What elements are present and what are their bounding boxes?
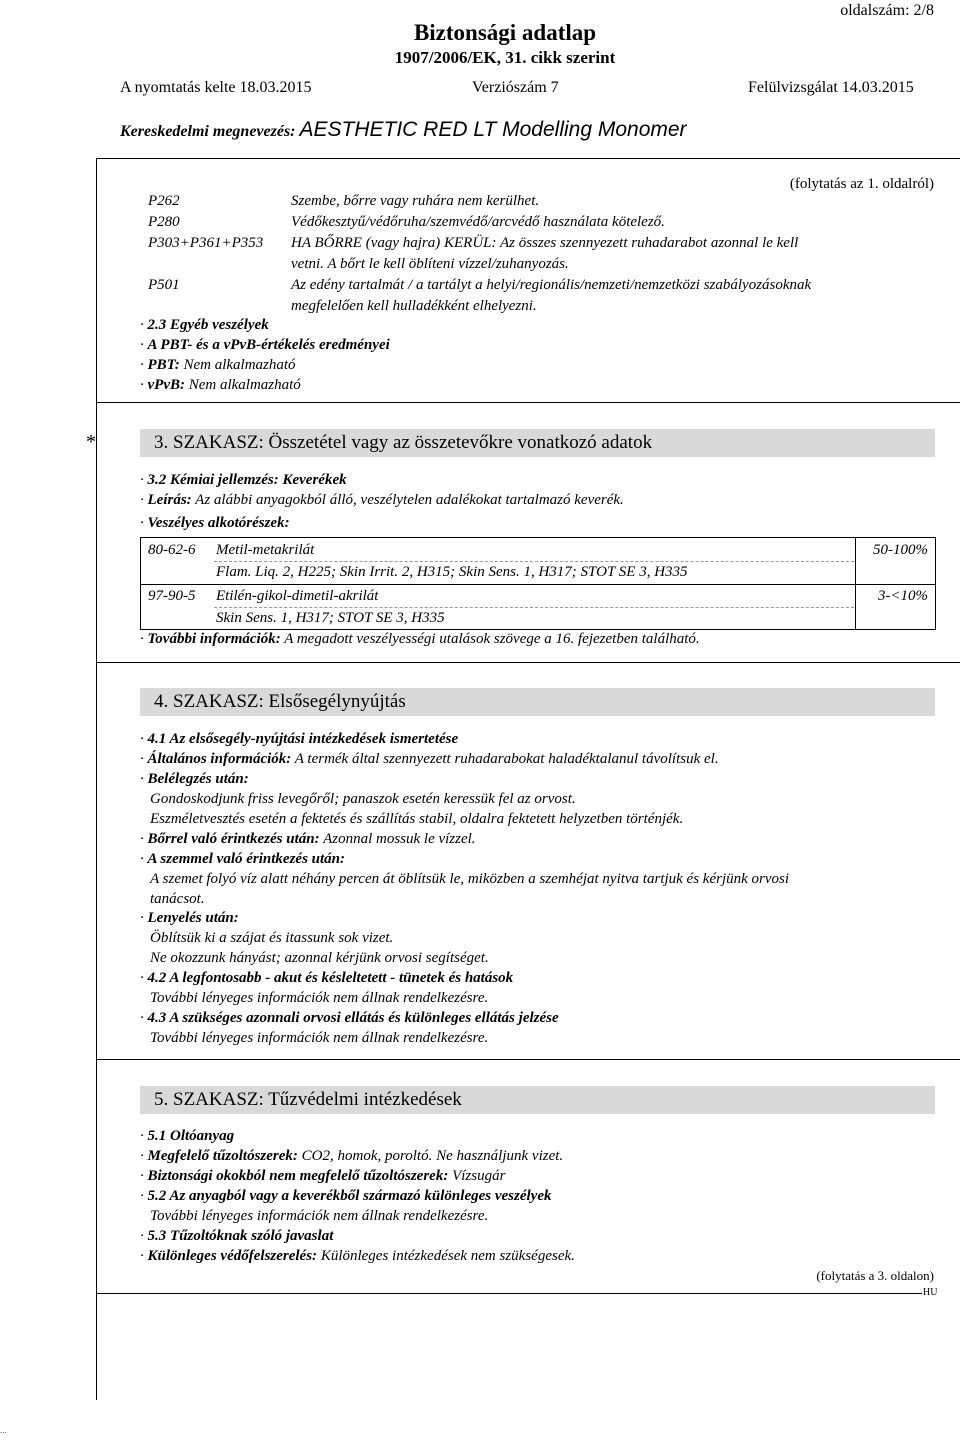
- section-4-title: 4. SZAKASZ: Elsősegélynyújtás: [154, 691, 406, 712]
- component-classification: Skin Sens. 1, H317; STOT SE 3, H335: [216, 610, 445, 626]
- trade-name-label: Kereskedelmi megnevezés:: [120, 123, 296, 140]
- symptoms-heading: · 4.2 A legfontosabb - akut és késleltetett - tünetek és hatások: [140, 970, 514, 986]
- special-hazards-heading: · 5.2 Az anyagból vagy a keverékből származó különleges veszélyek: [140, 1188, 552, 1204]
- ingestion-heading: · Lenyelés után:: [140, 910, 239, 926]
- p-text: vetni. A bőrt le kell öblíteni vízzel/zuhanyozás.: [291, 256, 569, 272]
- skin-contact-value: Azonnal mossuk le vízzel.: [323, 831, 476, 847]
- section-3-title: 3. SZAKASZ: Összetétel vagy az összetevőkre vonatkozó adatok: [154, 432, 653, 453]
- protective-equipment-value: Különleges intézkedések nem szükségesek.: [320, 1248, 575, 1264]
- general-info-label: Általános információk:: [147, 751, 292, 767]
- section-divider: [96, 402, 960, 403]
- section-3-header: [140, 429, 935, 457]
- vpvb-value: Nem alkalmazható: [188, 377, 301, 393]
- p-code: P262: [148, 193, 180, 209]
- component-classification: Flam. Liq. 2, H225; Skin Irrit. 2, H315; Skin Sens. 1, H317; STOT SE 3, H335: [216, 564, 688, 580]
- description-line: · Leírás: Az alábbi anyagokból álló, veszélytelen adalékokat tartalmazó keverék.: [140, 492, 624, 508]
- table-dash-divider: [214, 561, 854, 562]
- first-aid-measures-title: 4.1 Az elsősegély-nyújtási intézkedések ismertetése: [147, 731, 459, 747]
- special-hazards-text: További lényeges információk nem állnak rendelkezésre.: [150, 1208, 489, 1224]
- inhalation-text: Eszméletvesztés esetén a fektetés és szállítás stabil, oldalra fektetett helyzetben történjék.: [150, 811, 684, 827]
- symptoms-text: További lényeges információk nem állnak rendelkezésre.: [150, 990, 489, 1006]
- document-title: Biztonsági adatlap: [413, 20, 597, 45]
- table-row-divider: [140, 584, 936, 585]
- pbt-line: · PBT: Nem alkalmazható: [140, 357, 296, 373]
- component-concentration: 3-<10%: [877, 588, 928, 604]
- description-value: Az alábbi anyagokból álló, veszélytelen adalékokat tartalmazó keverék.: [195, 492, 624, 508]
- further-info-value: A megadott veszélyességi utalások szövege a 16. fejezetben található.: [284, 631, 700, 647]
- continuation-next: (folytatás a 3. oldalon): [816, 1268, 934, 1283]
- section-4-header: [140, 688, 935, 716]
- vpvb-label: vPvB:: [147, 377, 185, 393]
- hazardous-label: Veszélyes alkotórészek:: [147, 515, 290, 531]
- p-text: Szembe, bőrre vagy ruhára nem kerülhet.: [291, 193, 540, 209]
- medical-attention-text: További lényeges információk nem állnak rendelkezésre.: [150, 1030, 489, 1046]
- eye-contact-label: A szemmel való érintkezés után:: [147, 851, 346, 867]
- component-cas: 97-90-5: [148, 588, 196, 604]
- suitable-agents-line: · Megfelelő tűzoltószerek: CO2, homok, poroltó. Ne használjunk vizet.: [140, 1148, 564, 1164]
- version-number: Verziószám 7: [472, 79, 559, 96]
- further-info-line: · További információk: A megadott veszélyességi utalások szövege a 16. fejezetben található.: [140, 631, 700, 647]
- section-5-header: [140, 1086, 935, 1114]
- eye-contact-text: tanácsot.: [150, 891, 205, 907]
- other-hazards-title: 2.3 Egyéb veszélyek: [147, 317, 269, 333]
- component-name: Metil-metakrilát: [216, 542, 315, 558]
- footer-mark: ...: [0, 1425, 7, 1435]
- firefighter-advice-title: 5.3 Tűzoltóknak szóló javaslat: [147, 1228, 334, 1244]
- page-number: oldalszám: 2/8: [840, 2, 934, 19]
- revision-date: Felülvizsgálat 14.03.2015: [748, 79, 914, 96]
- print-date: A nyomtatás kelte 18.03.2015: [120, 79, 312, 96]
- change-marker: *: [86, 431, 96, 453]
- vpvb-line: · vPvB: Nem alkalmazható: [140, 377, 301, 393]
- extinguishing-media-title: 5.1 Oltóanyag: [147, 1128, 235, 1144]
- protective-equipment-line: · Különleges védőfelszerelés: Különleges intézkedések nem szükségesek.: [140, 1248, 575, 1264]
- general-info-value: A termék által szennyezett ruhadarabokat haladéktalanul távolítsuk el.: [294, 751, 719, 767]
- other-hazards-heading: · 2.3 Egyéb veszélyek: [140, 317, 269, 333]
- p-text: megfelelően kell hulladékként elhelyezni.: [291, 298, 537, 314]
- pbt-heading: · A PBT- és a vPvB-értékelés eredményei: [140, 337, 390, 353]
- inhalation-text: Gondoskodjunk friss levegőről; panaszok esetén keressük fel az orvost.: [150, 791, 576, 807]
- suitable-agents-value: CO2, homok, poroltó. Ne használjunk vizet.: [301, 1148, 564, 1164]
- hazardous-components-heading: · Veszélyes alkotórészek:: [140, 515, 290, 531]
- symptoms-title: 4.2 A legfontosabb - akut és késleltetett - tünetek és hatások: [147, 970, 514, 986]
- p-code: P280: [148, 214, 180, 230]
- left-border: [96, 158, 97, 1400]
- general-info-line: · Általános információk: A termék által szennyezett ruhadarabokat haladéktalanul távolítsuk el.: [140, 751, 719, 767]
- inhalation-label: Belélegzés után:: [147, 771, 249, 787]
- description-label: Leírás:: [147, 492, 192, 508]
- p-text: HA BŐRRE (vagy hajra) KERÜL: Az összes szennyezett ruhadarabot azonnal le kell: [291, 235, 799, 251]
- unsuitable-agents-label: Biztonsági okokból nem megfelelő tűzoltószerek:: [147, 1168, 449, 1184]
- ingestion-label: Lenyelés után:: [147, 910, 239, 926]
- ingestion-text: Öblítsük ki a szájat és itassunk sok vizet.: [150, 930, 394, 946]
- section-divider: [96, 1059, 960, 1060]
- p-text: Védőkesztyű/védőruha/szemvédő/arcvédő használata kötelező.: [291, 214, 665, 230]
- chem-label: 3.2 Kémiai jellemzés: Keverékek: [147, 472, 347, 488]
- component-name: Etilén-gikol-dimetil-akrilát: [216, 588, 379, 604]
- chem-characterization: · 3.2 Kémiai jellemzés: Keverékek: [140, 472, 347, 488]
- regulation-reference: 1907/2006/EK, 31. cikk szerint: [394, 48, 616, 67]
- component-cas: 80-62-6: [148, 542, 196, 558]
- unsuitable-agents-value: Vízsugár: [452, 1168, 506, 1184]
- special-hazards-title: 5.2 Az anyagból vagy a keverékből származó különleges veszélyek: [147, 1188, 552, 1204]
- pbt-label: PBT:: [147, 357, 180, 373]
- p-text: Az edény tartalmát / a tartályt a helyi/regionális/nemzeti/nemzetközi szabályozásoknak: [291, 277, 812, 293]
- ingestion-text: Ne okozzunk hányást; azonnal kérjünk orvosi segítséget.: [150, 950, 489, 966]
- skin-contact-line: · Bőrrel való érintkezés után: Azonnal mossuk le vízzel.: [140, 831, 476, 847]
- footer-divider: [96, 1293, 934, 1294]
- p-code: P303+P361+P353: [148, 235, 264, 251]
- trade-name-value: AESTHETIC RED LT Modelling Monomer: [299, 118, 687, 141]
- firefighter-advice-heading: · 5.3 Tűzoltóknak szóló javaslat: [140, 1228, 334, 1244]
- component-concentration: 50-100%: [873, 542, 928, 558]
- p-code: P501: [148, 277, 180, 293]
- pbt-heading-text: A PBT- és a vPvB-értékelés eredményei: [147, 337, 390, 353]
- trade-name-line: [120, 118, 687, 142]
- continuation-note: (folytatás az 1. oldalról): [789, 176, 934, 192]
- language-code: HU: [923, 1287, 938, 1298]
- protective-equipment-label: Különleges védőfelszerelés:: [147, 1248, 318, 1264]
- section-5-title: 5. SZAKASZ: Tűzvédelmi intézkedések: [154, 1089, 462, 1110]
- header-divider: [96, 158, 960, 159]
- skin-contact-label: Bőrrel való érintkezés után:: [147, 831, 320, 847]
- inhalation-heading: · Belélegzés után:: [140, 771, 249, 787]
- pbt-value: Nem alkalmazható: [183, 357, 296, 373]
- medical-attention-heading: · 4.3 A szükséges azonnali orvosi ellátás és különleges ellátás jelzése: [140, 1010, 559, 1026]
- eye-contact-heading: · A szemmel való érintkezés után:: [140, 851, 346, 867]
- unsuitable-agents-line: · Biztonsági okokból nem megfelelő tűzoltószerek: Vízsugár: [140, 1168, 506, 1184]
- medical-attention-title: 4.3 A szükséges azonnali orvosi ellátás és különleges ellátás jelzése: [147, 1010, 559, 1026]
- table-dash-divider: [214, 607, 854, 608]
- first-aid-measures-heading: · 4.1 Az elsősegély-nyújtási intézkedések ismertetése: [140, 731, 459, 747]
- eye-contact-text: A szemet folyó víz alatt néhány percen át öblítsük le, miközben a szemhéjat nyitva tartjuk és kérjünk orvosi: [150, 871, 790, 887]
- further-info-label: További információk:: [147, 631, 281, 647]
- suitable-agents-label: Megfelelő tűzoltószerek:: [147, 1148, 298, 1164]
- section-divider: [96, 662, 960, 663]
- extinguishing-media-heading: · 5.1 Oltóanyag: [140, 1128, 235, 1144]
